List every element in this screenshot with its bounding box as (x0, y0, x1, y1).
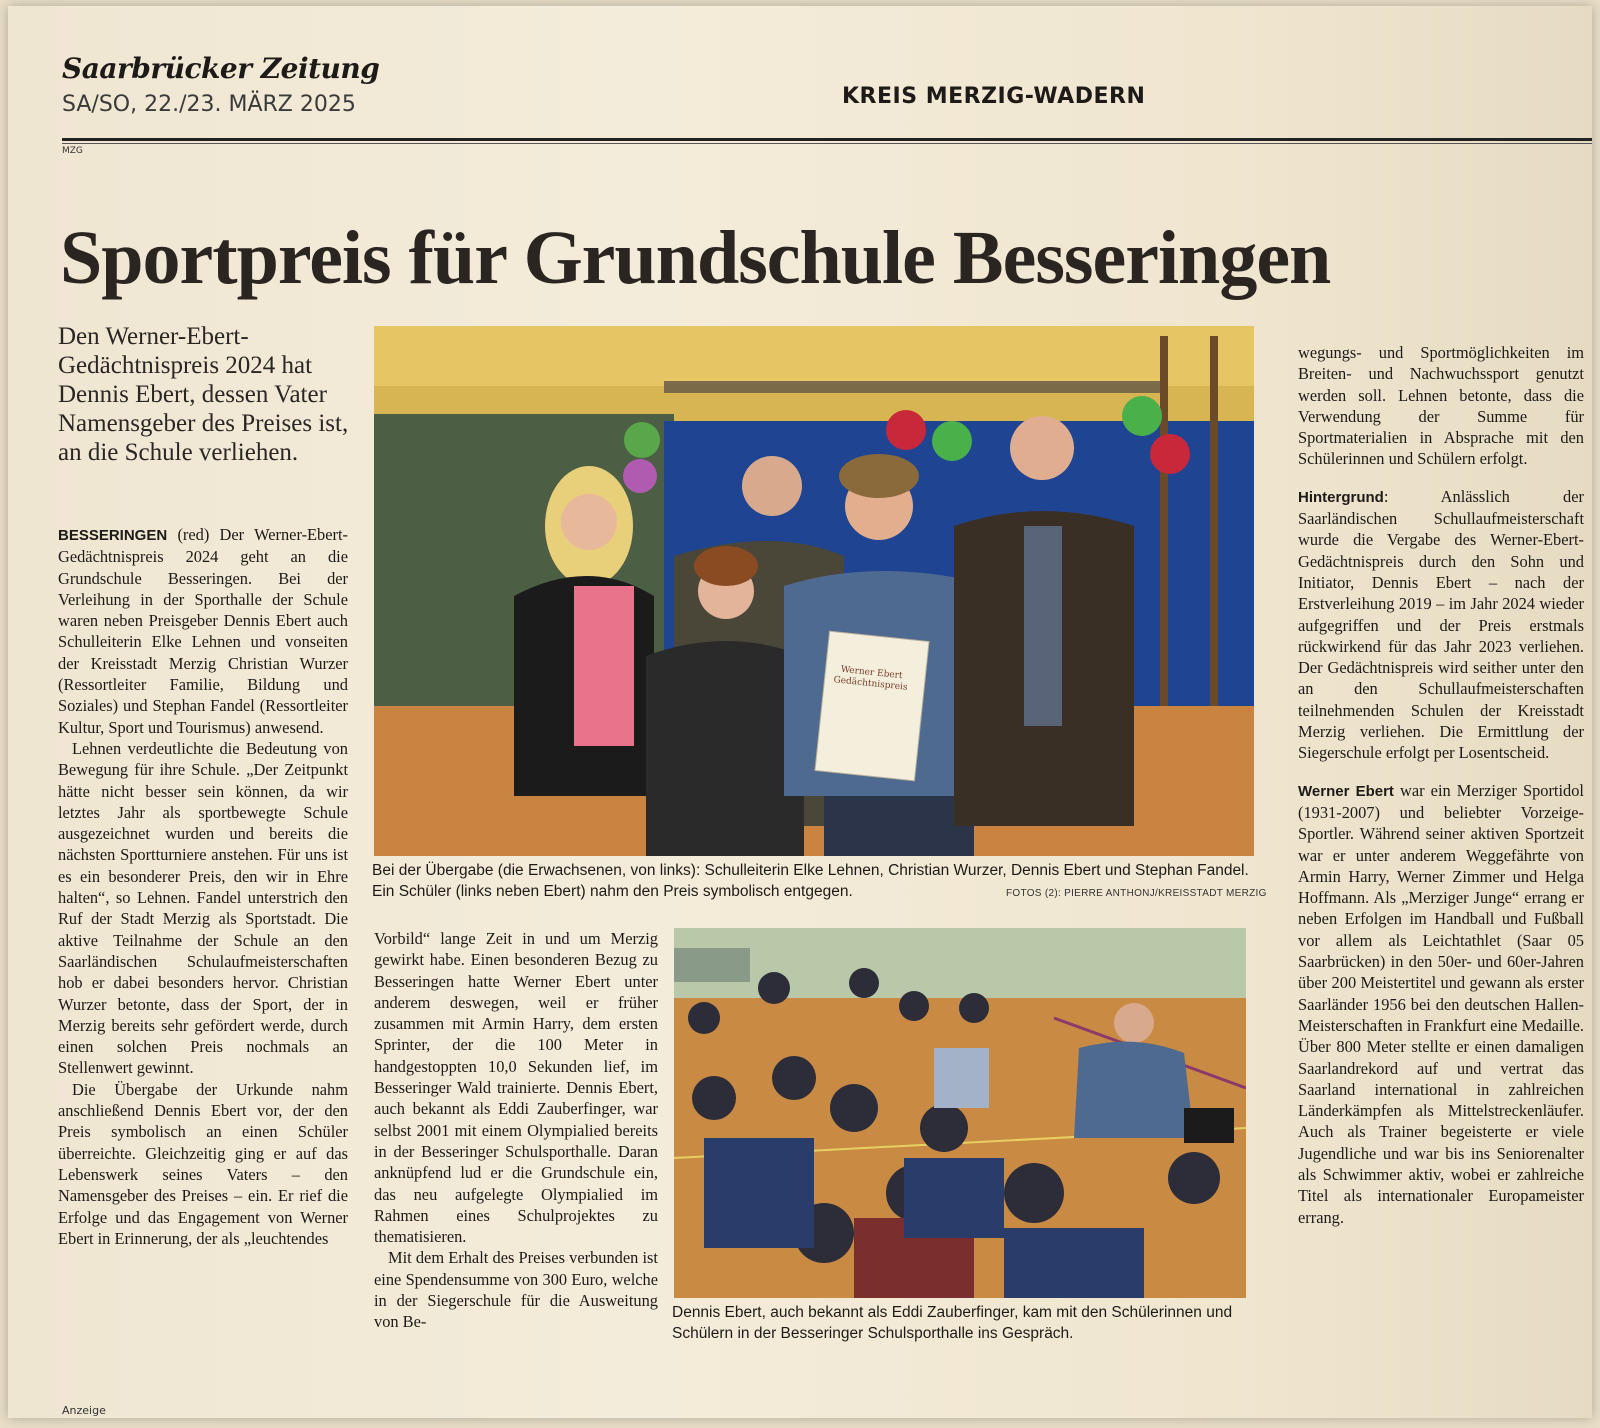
classroom-photo-image (674, 928, 1246, 1298)
article-column-3 (1298, 342, 1584, 1228)
paragraph: wegungs- und Sportmöglichkeiten im Breiten- und Nachwuchssport genutzt werden soll. Lehnen betonte, dass die Verwendung der Summe für Sportmaterialien in Absprache mit den Schülerinnen und Schülern erfolgt. (1298, 343, 1584, 469)
certificate-text: Werner Ebert Gedächtnispreis (833, 664, 908, 693)
photo-caption-2: Dennis Ebert, auch bekannt als Eddi Zauberfinger, kam mit den Schülerinnen und Schülern in der Besseringer Schulsporthalle ins Gespräch. (672, 1304, 1233, 1342)
paragraph: BESSERINGEN (red) Der Werner-Ebert-Gedächtnispreis 2024 geht an die Grundschule Besseringen. Bei der Verleihung in der Sporthalle der Schule waren neben Preisgeber Dennis Ebert auch Schulleiterin Elke Lehnen und vonseiten der Kreisstadt Merzig Christian Wurzer (Ressortleiter Familie, Bildung und Soziales) und Stephan Fandel (Ressortleiter Kultur, Sport und Tourismus) anwesend. (58, 525, 348, 737)
paragraph: Hintergrund: Anlässlich der Saarländischen Schullaufmeisterschaft wurde die Vergabe des Werner-Ebert-Gedächtnispreis durch den Sohn und Initiator, Dennis Ebert – nach der Erstverleihung 2019 – im Jahr 2024 wieder aufgegriffen und der Preis erstmals rückwirkend für das Jahr 2023 verliehen. Der Gedächtnispreis wird seither unter den an den Schullaufmeisterschaften teilnehmenden Schulen der Kreisstadt Merzig verliehen. Die Ermittlung der Siegerschule erfolgt per Losentscheid. (1298, 486, 1584, 763)
section-title: KREIS MERZIG-WADERN (842, 84, 1146, 109)
subhead: Werner Ebert (1298, 782, 1394, 800)
dateline: BESSERINGEN (58, 527, 168, 544)
newspaper-logo: Saarbrücker Zeitung (62, 52, 380, 85)
masthead-rule (62, 138, 1592, 141)
issue-date: SA/SO, 22./23. MÄRZ 2025 (62, 92, 356, 117)
classroom-photo (674, 928, 1246, 1298)
article-column-1 (58, 524, 348, 1249)
paragraph: Lehnen verdeutlichte die Bedeutung von Bewegung für ihre Schule. „Der Zeitpunkt hätte nicht besser sein können, da wir letztes Jahr als sportbewegte Schule ausgezeichnet wurden und bereits die nächsten Sportturniere anstehen. Für uns ist es ein besonderer Preis, den wir in Ehre halten“, so Lehnen. Fandel unterstrich den Ruf der Stadt Merzig als Sportstadt. Die aktive Teilnahme der Schule an den Saarländischen Schulaufmeisterschaften hob er dabei besonders hervor. Christian Wurzer betonte, dass der Sport, der in Merzig bereits sehr gefördert werde, durch einen solchen Preis nochmals an Stellenwert gewinnt. (58, 738, 348, 1078)
photo-caption: Bei der Übergabe (die Erwachsenen, von links): Schulleiterin Elke Lehnen, Christian Wurzer, Dennis Ebert und Stephan Fandel. Ein Schüler (links neben Ebert) nahm den Preis symbolisch entgegen. (372, 862, 1249, 900)
photo-credit: FOTOS (2): PIERRE ANTHONJ/KREISSTADT MERZIG (1006, 888, 1267, 899)
subhead: Hintergrund (1298, 488, 1384, 506)
paragraph: Die Übergabe der Urkunde nahm anschließend Dennis Ebert vor, der den Preis symbolisch an einen Schüler überreichte. Gleichzeitig ging er auf das Lebenswerk seines Vaters – den Namensgeber des Preises – ein. Er rief die Erfolge und das Engagement von Werner Ebert in Erinnerung, der als „leuchtendes (58, 1079, 348, 1248)
article-headline: Sportpreis für Grundschule Besseringen (60, 216, 1331, 300)
edition-code: MZG (62, 146, 83, 156)
article-lead: Den Werner-Ebert-Gedächtnispreis 2024 hat Dennis Ebert, dessen Vater Namensgeber des Preises ist, an die Schule verliehen. (58, 323, 349, 466)
masthead-rule-thin (62, 143, 1592, 144)
article-column-2 (374, 928, 658, 1333)
award-photo (374, 326, 1254, 856)
paragraph: Werner Ebert war ein Merziger Sportidol (1931-2007) und beliebter Vorzeige-Sportler. Während seiner aktiven Sportzeit war er unter anderem Weggefährte von Armin Harry, Werner Zimmer und Helga Hoffmann. Als „Merziger Junge“ errang er neben Erfolgen im Handball und Fußball vor allem als Leichtathlet (Saar 05 Saarbrücken) in den 50er- und 60er-Jahren über 200 Meistertitel und gewann als erster Saarländer 1956 bei den deutschen Hallen-Meisterschaften in Frankfurt eine Medaille. Über 800 Meter stellte er einen damaligen Saarlandrekord auf und vertrat das Saarland international in zahlreichen Länderkämpfen als Mittelstreckenläufer. Auch als Trainer begeisterte er viele Jugendliche und war bis ins Seniorenalter als Schwimmer aktiv, wobei er zahlreiche Titel als internationaler Europameister errang. (1298, 780, 1584, 1227)
advert-label: Anzeige (62, 1404, 106, 1417)
paragraph: Vorbild“ lange Zeit in und um Merzig gewirkt habe. Einen besonderen Bezug zu Besseringen hatte Werner Ebert unter anderem deswegen, weil er früher zusammen mit Armin Harry, dem ersten Sprinter, der die 100 Meter in handgestoppten 10,0 Sekunden lief, im Besseringer Wald trainierte. Dennis Ebert, auch bekannt als Eddi Zauberfinger, war selbst 2001 mit einem Olympialied bereits in der Besseringer Schulsporthalle. Daran anknüpfend lud er die Grundschule ein, das neu aufgelegte Olympialied im Rahmen eines Schulprojektes zu thematisieren. (374, 929, 658, 1247)
award-photo-image (374, 326, 1254, 856)
paragraph: Mit dem Erhalt des Preises verbunden ist eine Spendensumme von 300 Euro, welche in der Siegerschule für die Ausweitung von Be- (374, 1248, 658, 1332)
